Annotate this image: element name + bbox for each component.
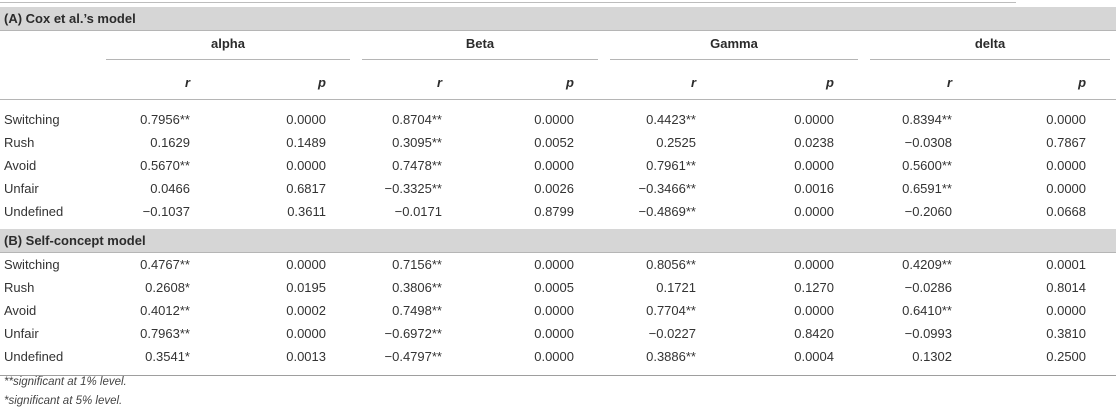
section-header: [0, 229, 1116, 253]
p-value: 0.0000: [534, 303, 574, 318]
table-row: [0, 154, 1116, 177]
p-value: 0.0052: [534, 135, 574, 150]
row-label: Switching: [4, 112, 60, 127]
r-value: −0.4869**: [638, 204, 696, 219]
group-header-label: Beta: [362, 36, 598, 60]
table-row: [0, 299, 1116, 322]
p-value: 0.0195: [286, 280, 326, 295]
subheader-r: r: [356, 65, 480, 100]
p-value: 0.0000: [534, 257, 574, 272]
r-value: −0.6972**: [384, 326, 442, 341]
r-value: −0.4797**: [384, 349, 442, 364]
subheader-r: r: [864, 65, 990, 100]
p-value: 0.0013: [286, 349, 326, 364]
table-row: [0, 276, 1116, 299]
r-value: 0.4209**: [902, 257, 952, 272]
p-value: 0.0000: [286, 158, 326, 173]
p-value: 0.0005: [534, 280, 574, 295]
p-value: 0.6817: [286, 181, 326, 196]
p-value: 0.0000: [794, 204, 834, 219]
section-header: [0, 7, 1116, 31]
r-value: 0.3095**: [392, 135, 442, 150]
p-value: 0.0000: [794, 112, 834, 127]
p-value: 0.0000: [794, 303, 834, 318]
p-value: 0.0000: [534, 349, 574, 364]
r-value: 0.3806**: [392, 280, 442, 295]
subheader-p: p: [228, 65, 356, 100]
p-value: 0.0000: [1046, 181, 1087, 196]
r-value: 0.8704**: [392, 112, 442, 127]
r-value: 0.7156**: [392, 257, 442, 272]
subheader-p: p: [990, 65, 1116, 100]
p-value: 0.7867: [1046, 135, 1087, 150]
r-value: 0.5670**: [140, 158, 190, 173]
r-value: 0.4423**: [646, 112, 696, 127]
group-header-label: alpha: [106, 36, 350, 60]
p-value: 0.0026: [534, 181, 574, 196]
r-value: 0.2608*: [145, 280, 190, 295]
p-value: 0.0004: [794, 349, 834, 364]
row-label: Undefined: [4, 204, 64, 219]
p-value: 0.0000: [286, 257, 326, 272]
row-label: Unfair: [4, 181, 39, 196]
table-row: [0, 100, 1116, 132]
p-value: 0.0000: [534, 158, 574, 173]
subheader-r: r: [100, 65, 228, 100]
footnote-5pct: *significant at 5% level.: [4, 395, 123, 407]
p-value: 0.0000: [534, 112, 574, 127]
r-value: 0.4012**: [140, 303, 190, 318]
p-value: 0.0238: [794, 135, 834, 150]
table-row: [0, 345, 1116, 374]
group-header-row: [0, 31, 1116, 66]
p-value: 0.0000: [286, 326, 326, 341]
section-title: (B) Self-concept model: [0, 229, 1116, 253]
table-row: [0, 253, 1116, 277]
p-value: 0.8799: [534, 204, 574, 219]
r-value: −0.0308: [904, 135, 952, 150]
row-label: Switching: [4, 257, 60, 272]
group-header: [100, 31, 356, 66]
p-value: 0.8420: [794, 326, 834, 341]
p-value: 0.0668: [1046, 204, 1087, 219]
r-value: 0.3886**: [646, 349, 696, 364]
r-value: −0.0227: [648, 326, 696, 341]
table-row: [0, 177, 1116, 200]
p-value: 0.0000: [1046, 112, 1087, 127]
r-value: −0.3466**: [638, 181, 696, 196]
p-value: 0.8014: [1046, 280, 1087, 295]
correlation-table: [0, 7, 1116, 376]
r-value: 0.2525: [656, 135, 696, 150]
group-header: [356, 31, 604, 66]
r-value: 0.7498**: [392, 303, 442, 318]
p-value: 0.0016: [794, 181, 834, 196]
r-value: 0.1302: [912, 349, 952, 364]
r-value: 0.6410**: [902, 303, 952, 318]
r-value: 0.0466: [150, 181, 190, 196]
group-header-label: delta: [870, 36, 1110, 60]
row-label: Rush: [4, 280, 35, 295]
p-value: 0.0000: [794, 257, 834, 272]
top-rule: [0, 2, 1016, 3]
r-value: −0.1037: [142, 204, 190, 219]
p-value: 0.3810: [1046, 326, 1087, 341]
r-value: 0.3541*: [145, 349, 190, 364]
r-value: 0.8056**: [646, 257, 696, 272]
r-value: 0.7956**: [140, 112, 190, 127]
p-value: 0.3611: [287, 204, 326, 219]
r-value: −0.0171: [394, 204, 442, 219]
p-value: 0.1489: [286, 135, 326, 150]
row-label: Rush: [4, 135, 35, 150]
bottom-rule: [0, 374, 1116, 376]
r-value: 0.7704**: [646, 303, 696, 318]
group-header: [864, 31, 1116, 66]
r-value: 0.7478**: [392, 158, 442, 173]
table-row: [0, 131, 1116, 154]
r-value: −0.0993: [904, 326, 952, 341]
r-value: 0.1721: [656, 280, 696, 295]
r-value: −0.2060: [904, 204, 952, 219]
r-value: 0.8394**: [902, 112, 952, 127]
r-value: 0.4767**: [140, 257, 190, 272]
row-label: Unfair: [4, 326, 39, 341]
subheader-p: p: [480, 65, 604, 100]
p-value: 0.0002: [286, 303, 326, 318]
r-value: −0.3325**: [384, 181, 442, 196]
r-value: 0.5600**: [902, 158, 952, 173]
subheader-r: r: [604, 65, 734, 100]
footnote-1pct: **significant at 1% level.: [4, 376, 127, 388]
group-header: [604, 31, 864, 66]
row-label: Avoid: [4, 158, 37, 173]
r-value: 0.7961**: [646, 158, 696, 173]
table-row: [0, 200, 1116, 229]
r-value: 0.6591**: [902, 181, 952, 196]
p-value: 0.1270: [794, 280, 834, 295]
p-value: 0.0001: [1046, 257, 1087, 272]
r-value: 0.1629: [150, 135, 190, 150]
section-title: (A) Cox et al.’s model: [0, 7, 1116, 31]
p-value: 0.0000: [1046, 158, 1087, 173]
group-header-label: Gamma: [610, 36, 858, 60]
r-value: −0.0286: [904, 280, 952, 295]
subheader-p: p: [734, 65, 864, 100]
p-value: 0.0000: [1046, 303, 1087, 318]
p-value: 0.0000: [534, 326, 574, 341]
subheader-row: [0, 65, 1116, 100]
table-row: [0, 322, 1116, 345]
footnotes: [4, 373, 127, 411]
p-value: 0.0000: [286, 112, 326, 127]
p-value: 0.2500: [1046, 349, 1087, 364]
r-value: 0.7963**: [140, 326, 190, 341]
row-label: Undefined: [4, 349, 64, 364]
row-label: Avoid: [4, 303, 37, 318]
p-value: 0.0000: [794, 158, 834, 173]
